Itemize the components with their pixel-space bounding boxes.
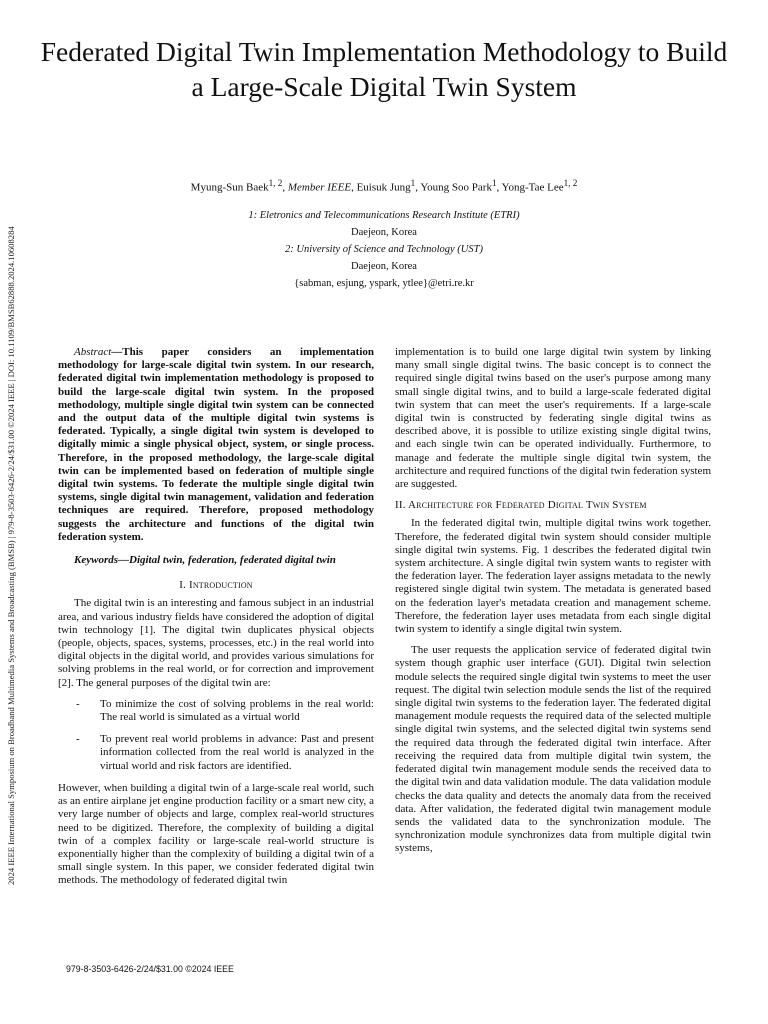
author-2-affil: 1 [410,178,416,188]
copyright-footer: 979-8-3503-6426-2/24/$31.00 ©2024 IEEE [66,964,234,974]
abstract-dash: — [111,346,123,358]
left-column [58,346,374,888]
author-1-affil: 1, 2 [268,178,283,188]
author-3-affil: 1 [491,178,497,188]
abstract-label: Abstract [74,346,112,358]
author-emails: {sabman, esjung, yspark, ytlee}@etri.re.kr [294,278,474,289]
paper-title: Federated Digital Twin Implementation Methodology to Build a Large-Scale Digital Twin System [40,36,728,102]
section-2-heading: II. Architecture for Federated Digital Twin System [395,499,647,512]
intro-paragraph-2: However, when building a digital twin of a large-scale real world, such as an entire airplane jet engine production facility or a smart new city, a very large number of objects and large, complex real-world structures need to be digitized. Therefore, the complexity of building a digital twin of a complex facility or large-scale real-world structure is exponentially higher than the complexity of building a digital twin of a small single system. In this paper, we consider federated digital twin methods. The methodology of federated digital twin [58,781,374,887]
author-4: Yong-Tae Lee [501,181,564,194]
author-1-role: Member IEEE [287,181,352,194]
affiliation-1: 1: Eletronics and Telecommunications Research Institute (ETRI) [248,210,520,221]
abstract-body: This paper considers an implementation methodology for large-scale digital twin system. In our research, federated digital twin implementation methodology is proposed to build the large-scale digital twin system. In the proposed methodology, multiple single digital twin system can be connected and the output data of the multiple digital twin systems is federated. Typically, a single digital twin system is developed to digitally mimic a single physical object, system, or single process. Therefore, in the proposed methodology, the large-scale digital twin can be implemented based on federation of multiple single digital twin systems. To federate the multiple single digital twin systems, single digital twin management, validation and federation techniques are required. Therefore, proposed methodology suggests the architecture and functions of the digital twin federation system. [58,346,374,543]
list-bullet: - [76,733,80,746]
list-item-text: To minimize the cost of solving problems in the real world: The real world is simulated as a virtual world [100,697,374,724]
author-list: Myung-Sun Baek$^{1, 2}$, Member IEEE, Euisuk Jung$^1$, Young Soo Park$^1$, Yong-Tae Lee$^{1, 2}$ [190,178,578,194]
intro-paragraph-3: implementation is to build one large digital twin system by linking many small single digital twins. The basic concept is to connect the required single digital twins based on the user's purpose among many small single digital twins, and to build a large-scale federated digital twin system that can meet the user's requirements. If a large-scale digital twin is constructed by federating single digital twins as described above, it is possible to utilize existing single digital twins, and each single twin can be operated individually. Furthermore, to manage and federate the multiple single digital twin system, the architecture and required functions of the digital twin federation system are suggested. [395,346,711,491]
doi-side-note [4,135,18,885]
author-3: Young Soo Park [420,181,492,194]
architecture-paragraph-1: In the federated digital twin, multiple digital twins work together. Therefore, the federated digital twin system should consider multiple single digital twin systems. Fig. 1 describes the federated digital twin system architecture. A single digital twin system wants to register with the federation layer. The federation layer assigns metadata to the newly registered single digital twin system. The metadata is generated based on the federation layer's metadata creation and management scheme. Therefore, the federation layer uses metadata from each single digital twin system to identify a single digital twin system. [395,517,711,636]
doi-side-note-text: 2024 IEEE International Symposium on Broadband Multimedia Systems and Broadcasting (BMSB) | 979-8-3503-6426-2/24/$31.00 ©2024 IEEE | DOI: 10.1109/BMSB62888.2024.10608284 [6,226,16,885]
intro-paragraph-1: The digital twin is an interesting and famous subject in an industrial area, and various industry fields have considered the adoption of digital twin technology [1]. The digital twin duplicates physical objects (people, objects, spaces, systems, processes, etc.) in the real world into digital objects in the digital world, and provides various simulations for solving problems in the real world, or for correction and improvement [2]. The general purposes of the digital twin are: [58,597,374,689]
list-item [58,698,374,724]
list-item [58,733,374,773]
affiliation-2: 2: University of Science and Technology (UST) [285,244,483,255]
purpose-list [58,698,374,773]
list-item-text: To prevent real world problems in advance: Past and present information collected from the real world is analyzed in the virtual world and risk factors are identified. [100,733,374,772]
right-column [395,346,711,856]
author-4-affil: 1, 2 [563,178,578,188]
section-1-heading: I. Introduction [179,579,253,592]
list-bullet: - [76,697,80,710]
affiliation-2-location: Daejeon, Korea [351,261,417,272]
author-2: Euisuk Jung [356,181,411,194]
author-1: Myung-Sun Baek [190,181,269,194]
affiliations [60,207,708,292]
affiliation-1-location: Daejeon, Korea [351,227,417,238]
keywords: Keywords—Digital twin, federation, federated digital twin [74,554,336,567]
abstract [58,346,374,544]
architecture-paragraph-2: The user requests the application service of federated digital twin system though graphic user interface (GUI). Digital twin selection module selects the required single digital twin systems to meet the user request. The digital twin selection module sends the list of the required single digital twin systems to the federation layer. The federated digital management module requests the required data of the selected multiple single digital twin systems, and the selected digital twin systems send the required data through the federated digital twin interface. After receiving the required data from multiple digital twin system, the federated digital twin management module sends the received data to the digital twin and data validation module. The data validation module checks the data quality and detects the anomaly data from the received data. After validation, the federated digital twin management module sends the validated data to the synchronization module. The synchronization module synchronizes data from multiple digital twin systems, [395,644,711,855]
